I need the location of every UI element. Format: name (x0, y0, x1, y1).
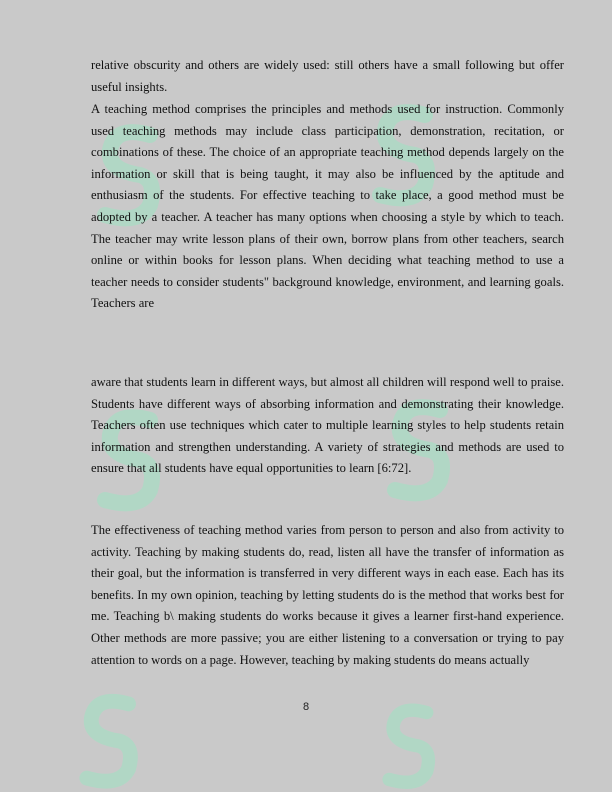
paragraph-continuation: relative obscurity and others are widely used: still others have a small following but offer useful insights. (91, 58, 564, 94)
page-number: 8 (302, 701, 310, 713)
watermark-icon (375, 700, 445, 792)
paragraph-learning-styles: aware that students learn in different ways, but almost all children will respond well to praise. Students have different ways of absorbing information and demonstrating their knowledge. Teachers often use techniques which cater to multiple learning styles to help students retain information and strengthen understanding. A variety of strategies and methods are used to ensure that all students have equal opportunities to learn [6:72]. (91, 375, 564, 476)
paragraph-teaching-method: A teaching method comprises the principles and methods used for instruction. Commonly used teaching methods may include class participation, demonstration, recitation, or combinations of these. The choice of an appropriate teaching method depends largely on the information or skill that is being taught, it may also be influenced by the aptitude and enthusiasm of the students. For effective teaching to take place, a good method must be adopted by a teacher. A teacher has many options when choosing a style by which to teach. The teacher may write lesson plans of their own, borrow plans from other teachers, search online or within books for lesson plans. When deciding what teaching method to use a teacher needs to consider students" background knowledge, environment, and learning goals. Teachers are (91, 102, 564, 311)
paragraph-effectiveness: The effectiveness of teaching method varies from person to person and also from activity to activity. Teaching by making students do, read, listen all have the transfer of information as their goal, but the information is transferred in very different ways in each ease. Each has its benefits. In my own opinion, teaching by letting students do is the method that works best for me. Teaching b\ making students do works because it gives a learner first-hand experience. Other methods are more passive; you are either listening to a conversation or trying to pay attention to words on a page. However, teaching by making students do means actually (91, 523, 564, 667)
